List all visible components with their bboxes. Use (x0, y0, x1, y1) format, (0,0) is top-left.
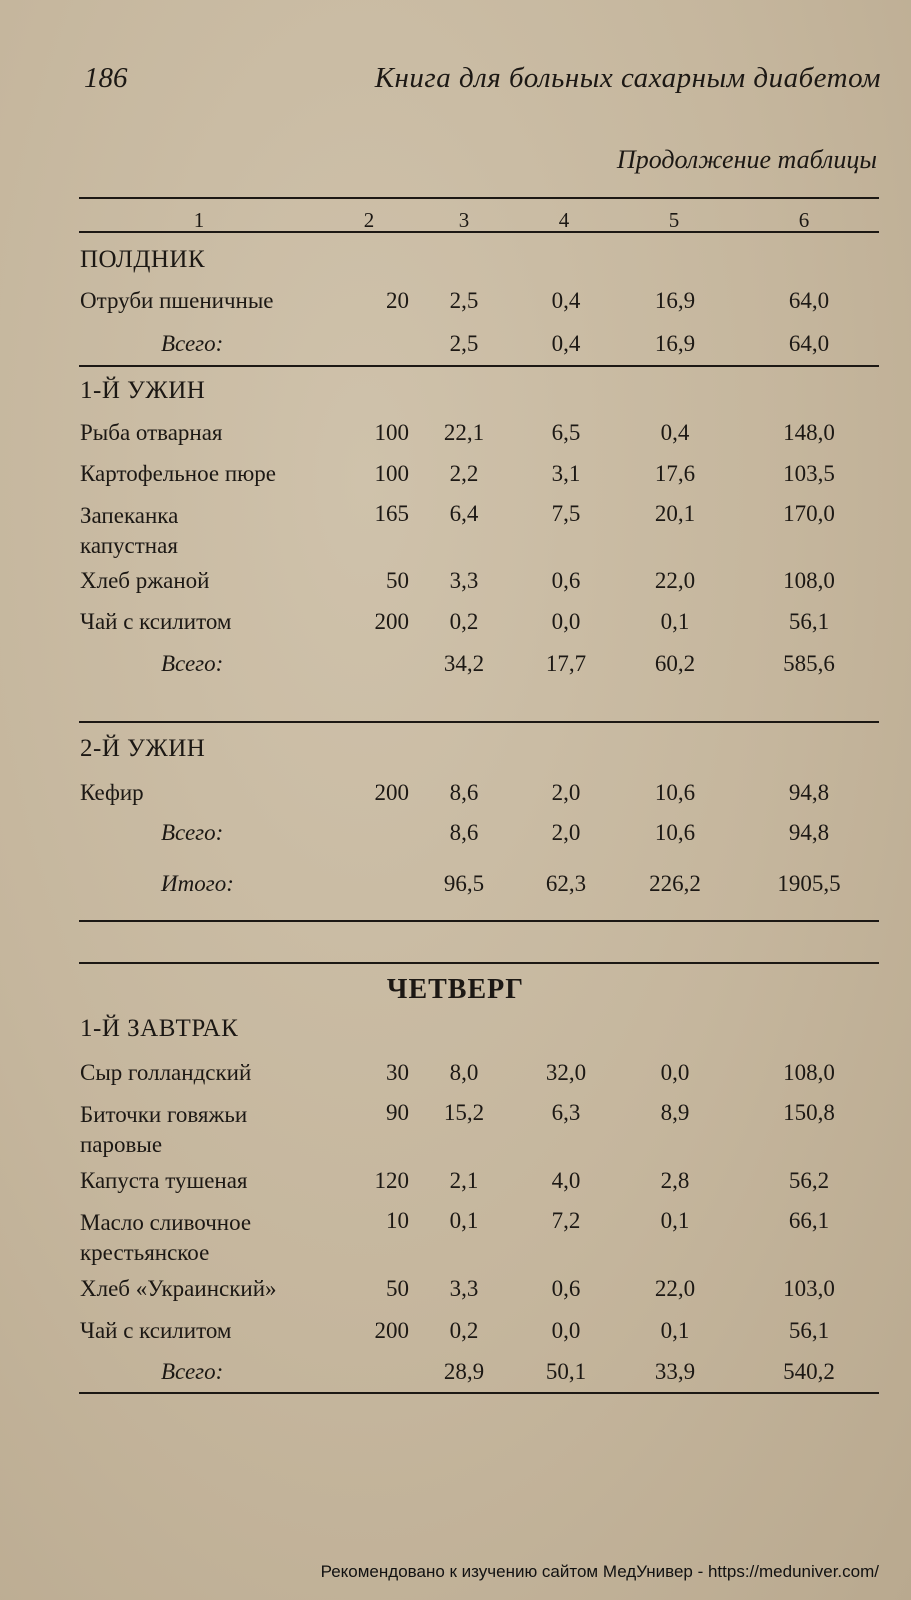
food-name-line: крестьянское (80, 1240, 210, 1265)
food-weight: 20 (386, 288, 409, 313)
food-name (80, 1100, 247, 1160)
value-col6: 64,0 (788, 331, 830, 356)
value-col6: 540,2 (783, 1359, 835, 1384)
table-row (79, 780, 879, 814)
total-row (79, 331, 879, 365)
table-row (79, 1318, 879, 1352)
food-name: Картофельное пюре (80, 461, 277, 486)
value-col6: 66,1 (788, 1208, 830, 1233)
value-col6: 56,1 (788, 609, 830, 634)
value-col5: 8,9 (660, 1100, 690, 1125)
table-row (79, 288, 879, 322)
value-col5: 2,8 (660, 1168, 690, 1193)
value-col6: 148,0 (783, 420, 835, 445)
book-title: Книга для больных сахарным диабетом (374, 62, 881, 94)
value-col5: 16,9 (654, 288, 696, 313)
total-label: Всего: (161, 331, 224, 356)
value-col3: 2,5 (449, 288, 479, 313)
value-col6: 1905,5 (777, 871, 841, 896)
value-col5: 0,1 (660, 609, 690, 634)
value-col4: 7,5 (551, 501, 581, 526)
table-row (79, 609, 879, 643)
food-weight: 165 (374, 501, 409, 526)
food-weight: 30 (386, 1060, 409, 1085)
value-col3: 2,5 (449, 331, 479, 356)
table-row (79, 501, 879, 563)
value-col6: 150,8 (783, 1100, 835, 1125)
total-label: Всего: (161, 651, 224, 676)
value-col3: 6,4 (449, 501, 479, 526)
value-col3: 2,1 (449, 1168, 479, 1193)
value-col5: 0,1 (660, 1318, 690, 1343)
value-col5: 0,4 (660, 420, 690, 445)
food-weight: 200 (374, 780, 409, 805)
value-col6: 64,0 (788, 288, 830, 313)
food-name: Отруби пшеничные (80, 288, 274, 313)
value-col6: 56,1 (788, 1318, 830, 1343)
section-title-zavtrak1: 1-Й ЗАВТРАК (80, 1015, 239, 1042)
value-col5: 226,2 (649, 871, 701, 896)
table-row (79, 568, 879, 602)
food-name: Хлеб «Украинский» (80, 1276, 277, 1301)
value-col4: 0,6 (551, 568, 581, 593)
value-col3: 8,6 (449, 820, 479, 845)
table-bottom-rule (79, 1392, 879, 1394)
value-col4: 6,5 (551, 420, 581, 445)
food-name: Капуста тушеная (80, 1168, 248, 1193)
value-col3: 0,2 (449, 609, 479, 634)
section-title-uzhin2: 2-Й УЖИН (80, 735, 206, 762)
food-name: Хлеб ржаной (80, 568, 210, 593)
section-title-uzhin1: 1-Й УЖИН (80, 377, 206, 404)
value-col4: 32,0 (545, 1060, 587, 1085)
continuation-label: Продолжение таблицы (616, 145, 877, 174)
value-col4: 62,3 (545, 871, 587, 896)
total-row (79, 651, 879, 685)
value-col3: 8,6 (449, 780, 479, 805)
value-col6: 103,5 (783, 461, 835, 486)
value-col5: 22,0 (654, 1276, 696, 1301)
food-name (80, 1208, 251, 1268)
food-name-line: паровые (80, 1132, 163, 1157)
table-top-rule (79, 197, 879, 199)
value-col5: 20,1 (654, 501, 696, 526)
food-name-line: капустная (80, 533, 178, 558)
food-name: Рыба отварная (80, 420, 223, 445)
value-col4: 0,0 (551, 609, 581, 634)
value-col3: 15,2 (443, 1100, 485, 1125)
food-name: Кефир (80, 780, 144, 805)
column-header: 3 (458, 208, 470, 232)
header-rule (79, 231, 879, 233)
column-header-row (79, 208, 879, 242)
value-col4: 50,1 (545, 1359, 587, 1384)
food-name: Сыр голландский (80, 1060, 252, 1085)
value-col5: 17,6 (654, 461, 696, 486)
grand-total-label: Итого: (161, 871, 234, 896)
food-name: Чай с ксилитом (80, 1318, 232, 1343)
value-col5: 16,9 (654, 331, 696, 356)
value-col3: 22,1 (443, 420, 485, 445)
value-col6: 108,0 (783, 568, 835, 593)
value-col6: 56,2 (788, 1168, 830, 1193)
food-weight: 200 (374, 1318, 409, 1343)
section-rule (79, 721, 879, 723)
value-col4: 2,0 (551, 780, 581, 805)
value-col5: 33,9 (654, 1359, 696, 1384)
food-weight: 200 (374, 609, 409, 634)
value-col5: 10,6 (654, 820, 696, 845)
value-col3: 0,2 (449, 1318, 479, 1343)
food-weight: 50 (386, 1276, 409, 1301)
table-row (79, 1208, 879, 1270)
day-title: ЧЕТВЕРГ (386, 974, 525, 1005)
value-col3: 8,0 (449, 1060, 479, 1085)
value-col4: 4,0 (551, 1168, 581, 1193)
value-col4: 0,6 (551, 1276, 581, 1301)
food-weight: 90 (386, 1100, 409, 1125)
total-row (79, 820, 879, 854)
value-col4: 7,2 (551, 1208, 581, 1233)
food-weight: 50 (386, 568, 409, 593)
table-row (79, 1276, 879, 1310)
table-row (79, 1168, 879, 1202)
value-col4: 0,4 (551, 331, 581, 356)
value-col3: 3,3 (449, 1276, 479, 1301)
column-header: 4 (558, 208, 570, 232)
column-header: 1 (193, 208, 205, 232)
value-col5: 60,2 (654, 651, 696, 676)
food-weight: 100 (374, 420, 409, 445)
value-col3: 34,2 (443, 651, 485, 676)
value-col4: 0,4 (551, 288, 581, 313)
food-name-line: Масло сливочное (80, 1210, 252, 1235)
table-row (79, 1060, 879, 1094)
table-row (79, 461, 879, 495)
footer-watermark: Рекомендовано к изучению сайтом МедУнивер - https://meduniver.com/ (320, 1562, 879, 1581)
page-header (84, 62, 881, 102)
food-weight: 120 (374, 1168, 409, 1193)
food-name-line: Биточки говяжьи (80, 1102, 248, 1127)
value-col6: 170,0 (783, 501, 835, 526)
value-col4: 6,3 (551, 1100, 581, 1125)
food-name (80, 501, 178, 561)
page-number: 186 (84, 62, 128, 94)
value-col3: 3,3 (449, 568, 479, 593)
section-rule (79, 920, 879, 922)
section-title-poldnik: ПОЛДНИК (80, 246, 206, 273)
value-col6: 94,8 (788, 780, 830, 805)
column-header: 2 (363, 208, 375, 232)
value-col5: 10,6 (654, 780, 696, 805)
section-rule (79, 365, 879, 367)
value-col6: 108,0 (783, 1060, 835, 1085)
total-label: Всего: (161, 820, 224, 845)
food-weight: 10 (386, 1208, 409, 1233)
value-col4: 17,7 (545, 651, 587, 676)
grand-total-row (79, 871, 879, 905)
value-col4: 2,0 (551, 820, 581, 845)
value-col6: 103,0 (783, 1276, 835, 1301)
table-row (79, 1100, 879, 1162)
value-col6: 94,8 (788, 820, 830, 845)
total-label: Всего: (161, 1359, 224, 1384)
value-col3: 0,1 (449, 1208, 479, 1233)
total-row (79, 1359, 879, 1393)
column-header: 6 (798, 208, 810, 232)
value-col5: 22,0 (654, 568, 696, 593)
value-col6: 585,6 (783, 651, 835, 676)
value-col5: 0,1 (660, 1208, 690, 1233)
value-col3: 28,9 (443, 1359, 485, 1384)
value-col3: 2,2 (449, 461, 479, 486)
food-name: Чай с ксилитом (80, 609, 232, 634)
value-col4: 3,1 (551, 461, 581, 486)
value-col3: 96,5 (443, 871, 485, 896)
value-col5: 0,0 (660, 1060, 690, 1085)
section-rule (79, 962, 879, 964)
table-row (79, 420, 879, 454)
food-weight: 100 (374, 461, 409, 486)
column-header: 5 (668, 208, 680, 232)
value-col4: 0,0 (551, 1318, 581, 1343)
food-name-line: Запеканка (80, 503, 179, 528)
